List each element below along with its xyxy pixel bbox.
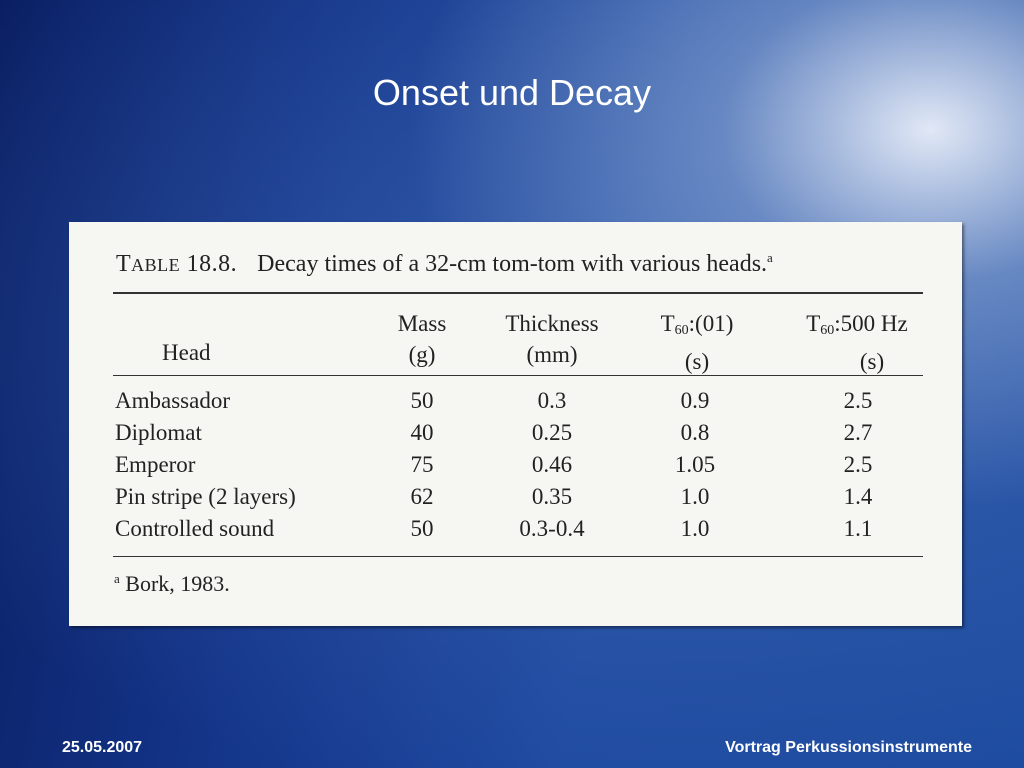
- cell-head: Diplomat: [115, 420, 202, 445]
- header-t60-01: $T_{60}:(01)$ (s): [660, 311, 734, 374]
- cell-thickness: 0.3: [537, 388, 567, 413]
- footnote-mark: a: [114, 571, 120, 586]
- table-caption: [116, 250, 773, 278]
- cell-t60-01: 0.8: [680, 420, 710, 445]
- cell-head: Emperor: [115, 452, 196, 477]
- cell-t60-500: 2.7: [843, 420, 873, 445]
- footer-date: 25.05.2007: [62, 739, 143, 756]
- cell-t60-01: 1.0: [680, 484, 710, 509]
- caption-footnote-mark: a: [767, 250, 773, 265]
- cell-mass: 50: [410, 516, 434, 541]
- bottom-rule: [113, 556, 923, 557]
- cell-mass: 75: [410, 452, 434, 477]
- header-thickness: Thickness (mm): [505, 311, 599, 367]
- cell-t60-500: 1.4: [843, 484, 873, 509]
- header-rule: [113, 375, 923, 376]
- cell-thickness: 0.3-0.4: [519, 516, 585, 541]
- cell-head: Ambassador: [115, 388, 230, 413]
- cell-t60-01: 1.0: [680, 516, 710, 541]
- cell-thickness: 0.35: [531, 484, 573, 509]
- footnote-text: Bork, 1983.: [125, 571, 230, 596]
- cell-thickness: 0.25: [531, 420, 573, 445]
- cell-thickness: 0.46: [531, 452, 573, 477]
- cell-mass: 40: [410, 420, 434, 445]
- cell-mass: 50: [410, 388, 434, 413]
- cell-head: Pin stripe (2 layers): [115, 484, 296, 509]
- cell-t60-500: 1.1: [843, 516, 873, 541]
- cell-mass: 62: [410, 484, 434, 509]
- top-rule: [113, 292, 923, 294]
- slide-title: Onset und Decay: [372, 72, 652, 113]
- header-head: Head: [162, 340, 211, 365]
- cell-head: Controlled sound: [115, 516, 275, 541]
- header-mass: Mass (g): [397, 311, 447, 367]
- cell-t60-500: 2.5: [843, 452, 873, 477]
- table-caption-text: Decay times of a 32-cm tom-tom with various heads.: [257, 251, 768, 277]
- decay-table-image: [69, 222, 962, 626]
- footer-title: Vortrag Perkussionsinstrumente: [725, 739, 972, 756]
- cell-t60-500: 2.5: [843, 388, 873, 413]
- header-t60-500: $T_{60}:500$ Hz (s): [806, 311, 908, 374]
- cell-t60-01: 1.05: [674, 452, 716, 477]
- table-footnote: [114, 571, 230, 597]
- cell-t60-01: 0.9: [680, 388, 710, 413]
- table-label: TABLE 18.8.: [116, 251, 238, 277]
